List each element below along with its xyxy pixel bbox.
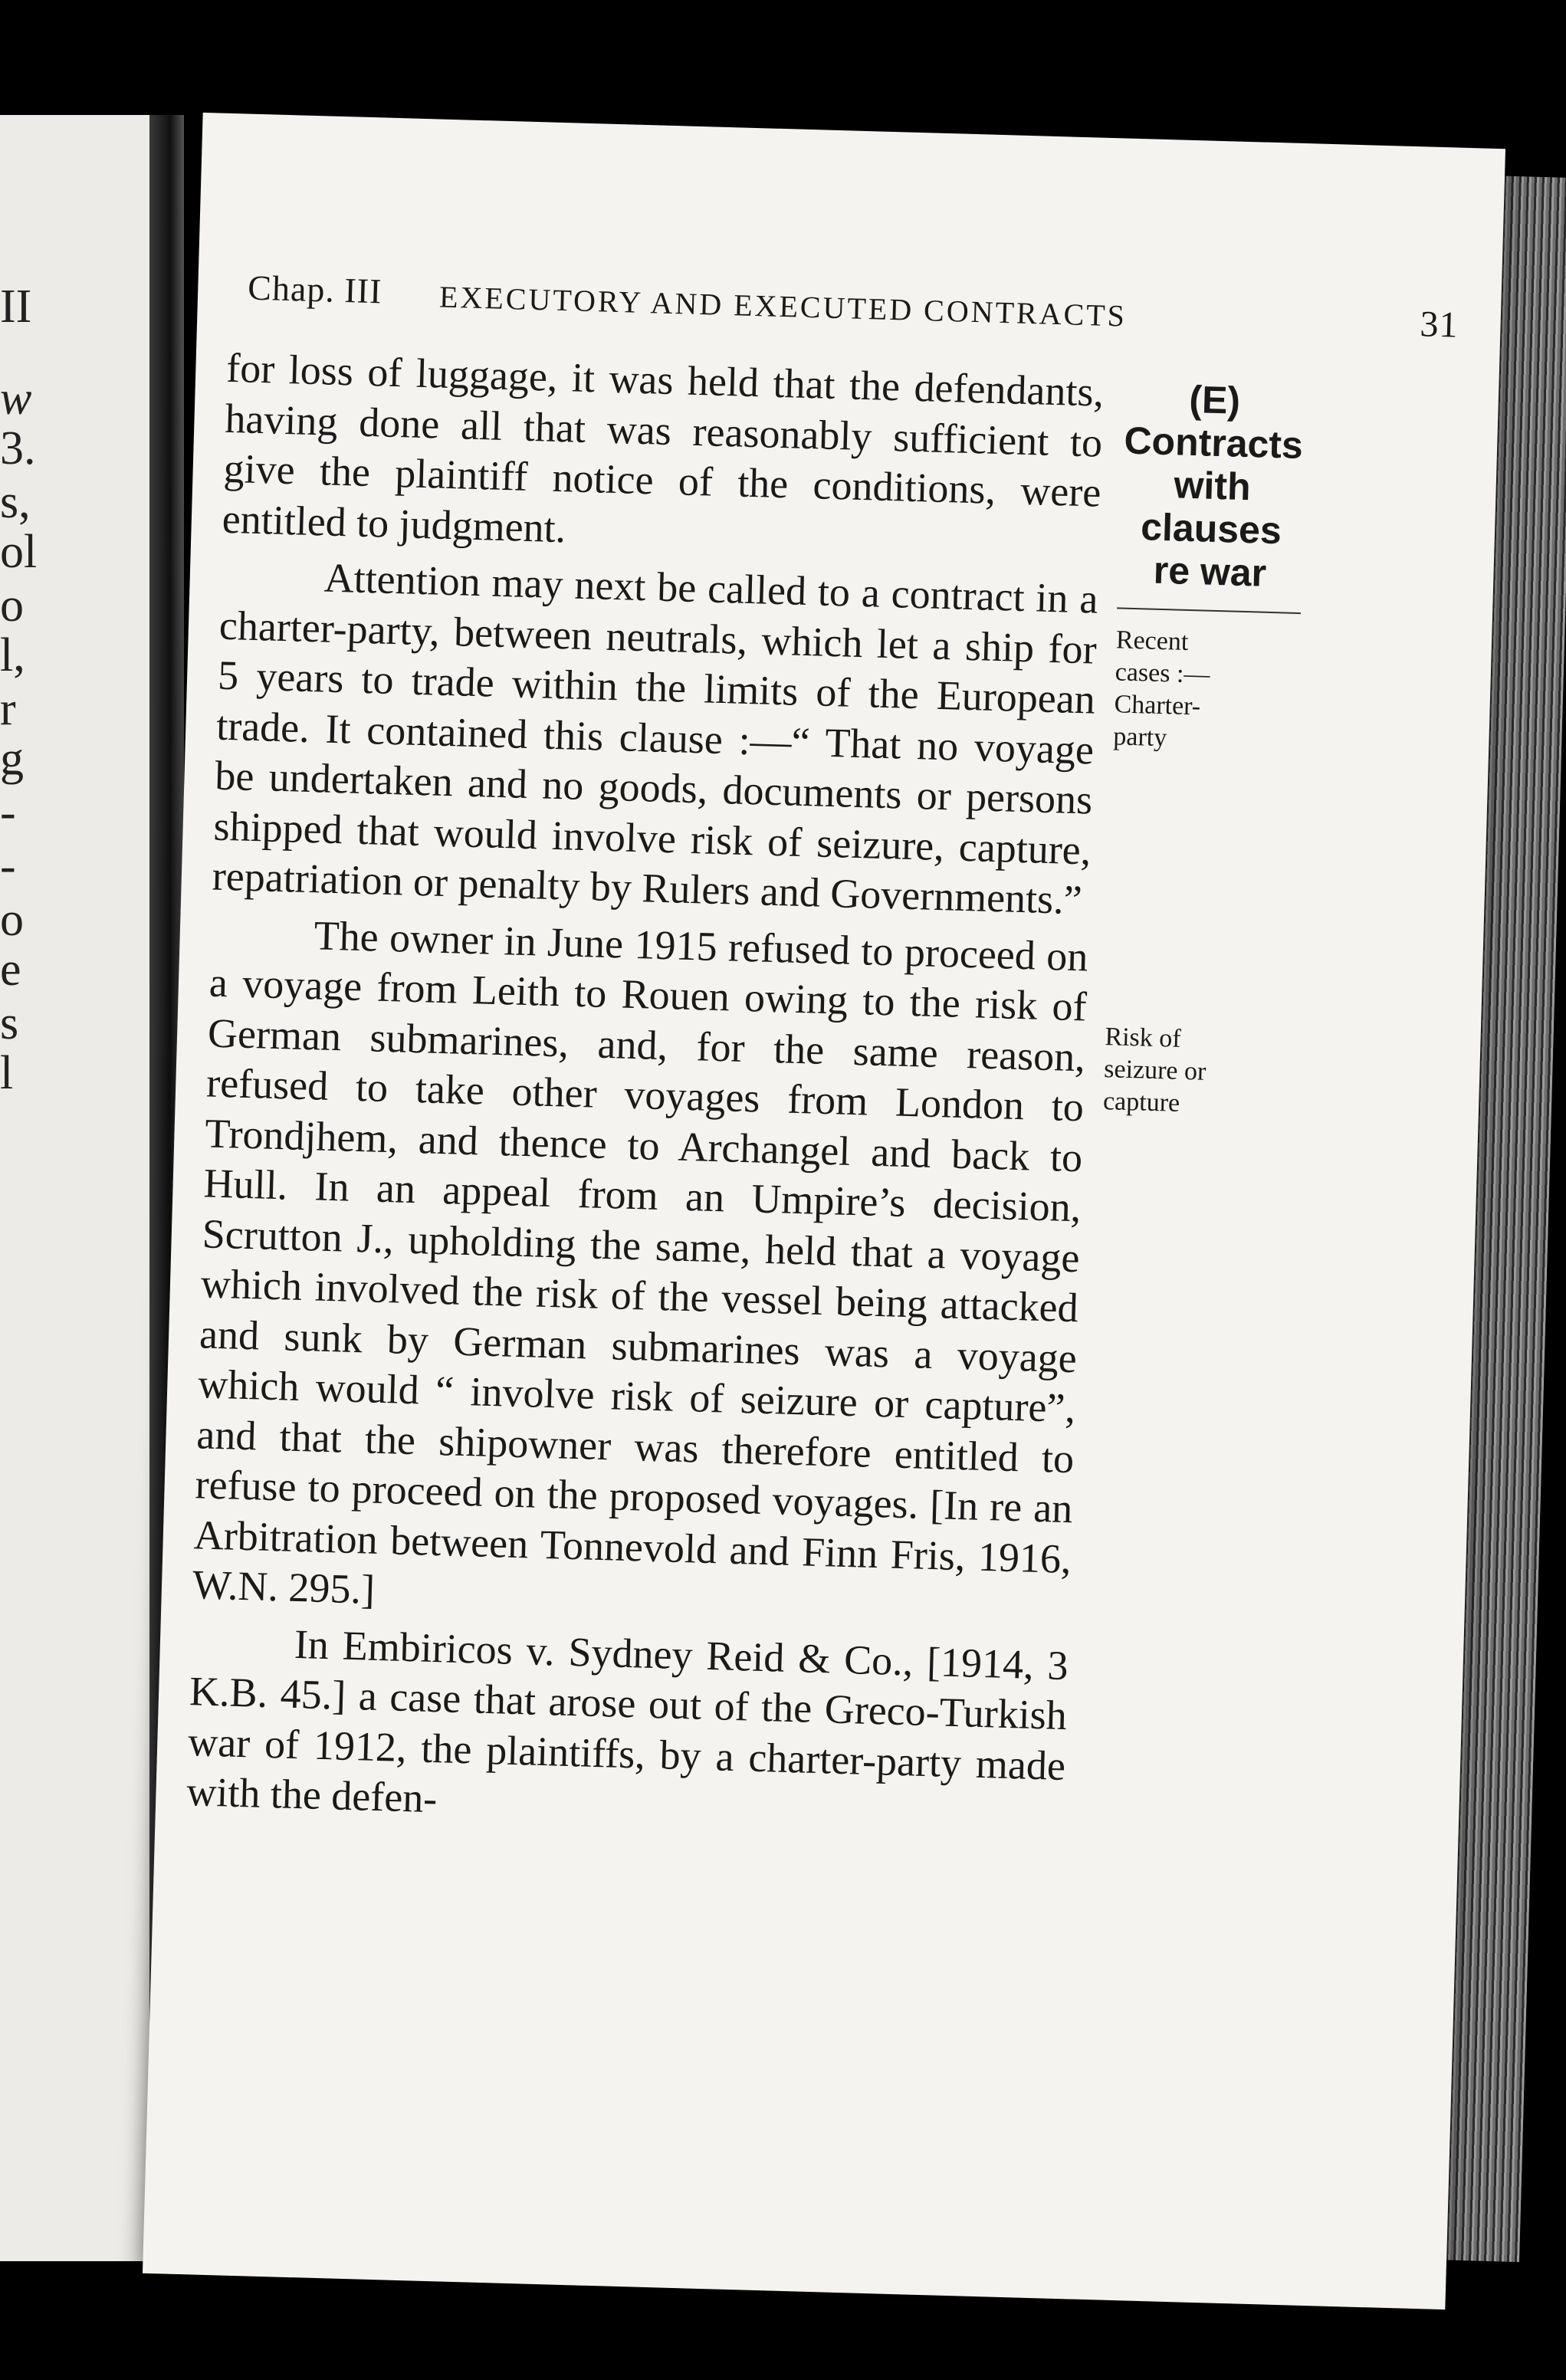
note-line: Charter- <box>1114 690 1201 721</box>
margin-note-risk <box>1103 1021 1289 1123</box>
edge-fragment: l <box>0 1047 14 1099</box>
edge-fragment: w <box>0 373 32 425</box>
heading-line: (E) <box>1188 377 1241 422</box>
marginal-notes <box>1103 376 1308 1122</box>
running-title: EXECUTORY AND EXECUTED CONTRACTS <box>438 279 1128 333</box>
page-number: 31 <box>1419 304 1459 346</box>
book-page <box>143 113 1505 2309</box>
note-line: cases :— <box>1115 658 1210 689</box>
running-head <box>247 268 1459 363</box>
heading-line: Contracts <box>1123 419 1304 468</box>
heading-line: with <box>1173 463 1252 509</box>
chapter-label: Chap. III <box>247 268 383 311</box>
paragraph: Attention may next be called to a contract in a charter-party, between neutrals, which let a ship for 5 years to trade within the limits of the European trade. It contained this clause :—“ That no voyage be undertaken and no goods, documents or persons shipped that would involve risk of seizure, capture, repatriation or penalty by Rulers and Governments.” <box>212 554 1099 924</box>
paragraph: The owner in June 1915 refused to proceed on a voyage from Leith to Rouen owing to the risk of German submarines, and, for the same reason, refused to take other voyages from London to Trondjhem, and thence to Archangel and back to Hull. In an appeal from an Umpire’s decision, Scrutton J., upholding the same, held that a voyage which involved the risk of the vessel being attacked and sunk by German submarines was a voyage which would “ involve risk of seizure or capture”, and that the shipowner was therefore entitled to refuse to proceed on the proposed voyages. [In re an Arbitration between Tonnevold and Finn Fris, 1916, W.N. 295.] <box>192 911 1089 1613</box>
edge-fragment: ol <box>0 526 38 578</box>
edge-fragment: e <box>0 944 21 996</box>
edge-fragment: 3. <box>0 422 36 474</box>
heading-line: clauses <box>1140 505 1282 553</box>
note-line: Risk of <box>1104 1023 1182 1053</box>
note-line: party <box>1112 722 1167 753</box>
margin-note-charter-party <box>1113 624 1301 758</box>
edge-fragment: - <box>0 786 16 839</box>
edge-fragment: II <box>0 281 32 333</box>
note-line: capture <box>1102 1087 1180 1118</box>
edge-fragment: l, <box>0 629 25 681</box>
edge-fragment: s, <box>0 476 31 528</box>
paragraph: for loss of luggage, it was held that the defendants, having done all that was reasonably sufficient to give the plaintiff notice of the conditions, were entitled to judgment. <box>222 344 1105 551</box>
edge-fragment: o <box>0 579 24 632</box>
edge-fragment: o <box>0 894 24 946</box>
edge-fragment: s <box>0 997 19 1049</box>
previous-page-edge <box>0 115 153 2261</box>
section-heading <box>1117 376 1307 614</box>
note-line: seizure or <box>1103 1055 1207 1086</box>
note-line: Recent <box>1115 625 1189 656</box>
heading-line: re war <box>1153 548 1267 595</box>
edge-fragment: - <box>0 840 16 892</box>
edge-fragment: g <box>0 733 24 785</box>
edge-fragment: r <box>0 683 16 735</box>
body-text <box>186 343 1105 1842</box>
paragraph: In Embiricos v. Sydney Reid & Co., [1914, 3 K.B. 45.] a case that arose out of the Greco-Turkish war of 1912, the plaintiffs, by a charter-party made with the defen- <box>185 1620 1069 1822</box>
